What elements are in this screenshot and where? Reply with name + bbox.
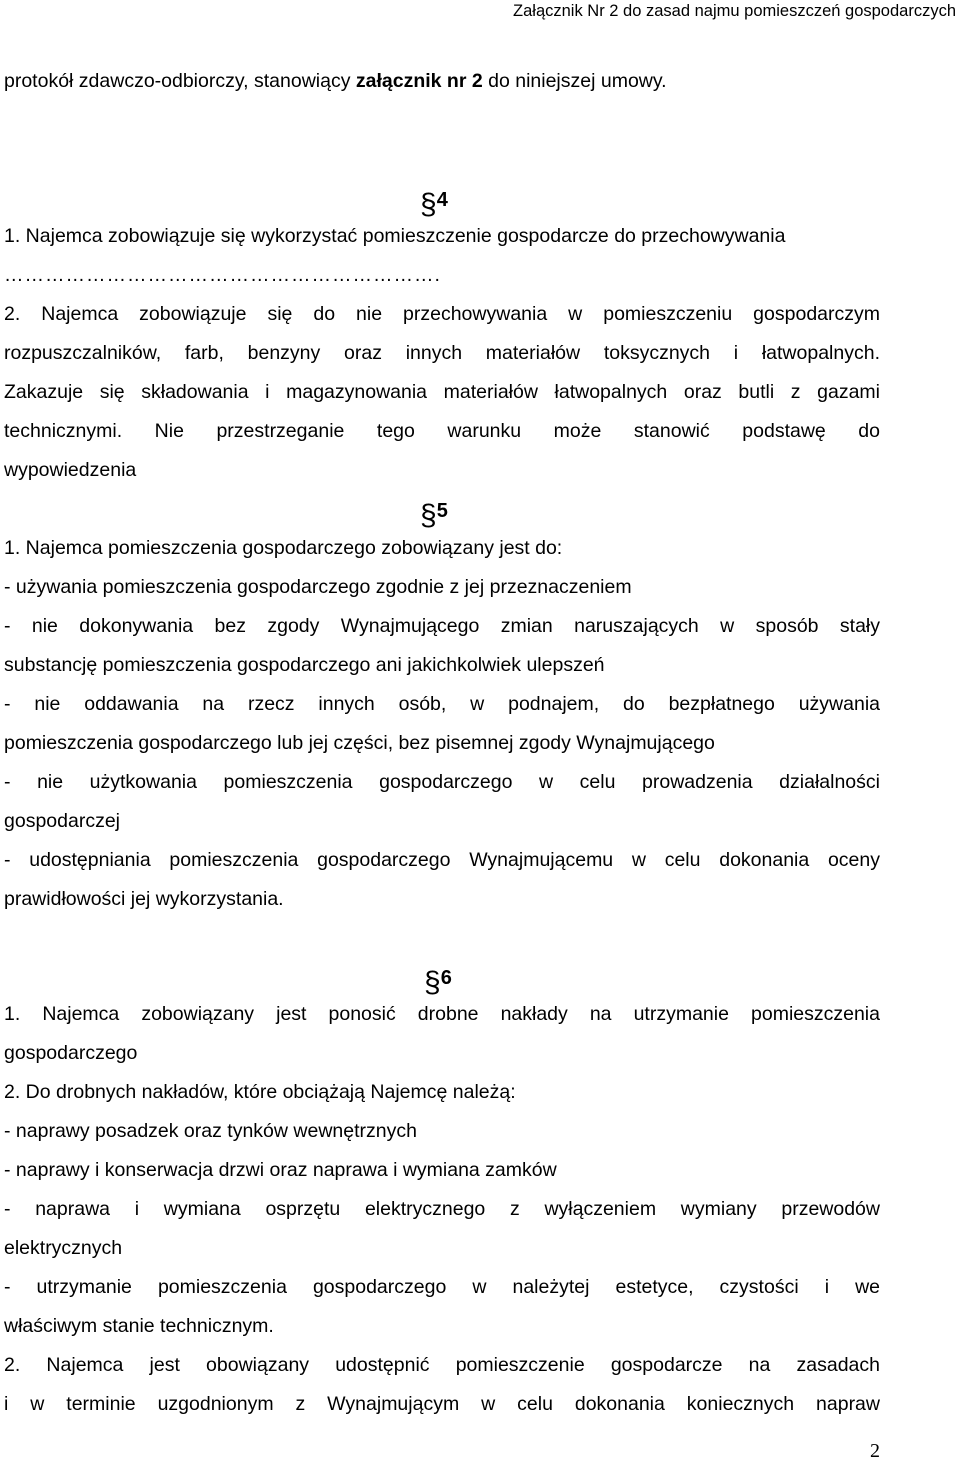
section-number: 4 <box>436 189 448 211</box>
s6-line: 2. Najemca jest obowiązany udostępnić pomieszczenie gospodarcze na zasadach <box>4 1354 880 1376</box>
s4-line: technicznymi. Nie przestrzeganie tego warunku może stanowić podstawę do <box>4 420 880 442</box>
s4-line: 1. Najemca zobowiązuje się wykorzystać pomieszczenie gospodarcze do przechowywania <box>4 225 786 247</box>
s5-line: - udostępniania pomieszczenia gospodarczego Wynajmującemu w celu dokonania oceny <box>4 849 880 871</box>
s5-line: pomieszczenia gospodarczego lub jej części, bez pisemnej zgody Wynajmującego <box>4 732 715 754</box>
intro-line <box>4 70 667 93</box>
s6-line: - naprawa i wymiana osprzętu elektrycznego z wyłączeniem wymiany przewodów <box>4 1198 880 1220</box>
s5-line: prawidłowości jej wykorzystania. <box>4 888 284 910</box>
s5-line: substancję pomieszczenia gospodarczego ani jakichkolwiek ulepszeń <box>4 654 605 676</box>
section-4-heading <box>420 180 448 221</box>
s5-line: gospodarczej <box>4 810 120 832</box>
section-6-body <box>4 995 880 1424</box>
s6-line: 2. Do drobnych nakładów, które obciążają Najemcę należą: <box>4 1081 516 1103</box>
intro-bold: załącznik nr 2 <box>355 70 483 92</box>
s6-line: - naprawy posadzek oraz tynków wewnętrznych <box>4 1120 417 1142</box>
s6-line: właściwym stanie technicznym. <box>4 1315 274 1337</box>
s5-line: - nie użytkowania pomieszczenia gospodarczego w celu prowadzenia działalności <box>4 771 880 793</box>
section-5-heading <box>420 491 448 532</box>
section-symbol: § <box>420 499 437 532</box>
s4-line: wypowiedzenia <box>4 459 137 481</box>
section-5-body <box>4 529 880 919</box>
s6-line: gospodarczego <box>4 1042 138 1064</box>
page-header: Załącznik Nr 2 do zasad najmu pomieszczeń gospodarczych <box>513 2 956 20</box>
intro-prefix: protokół zdawczo-odbiorczy, stanowiący <box>4 70 356 92</box>
section-4-body <box>4 217 880 490</box>
s5-line: 1. Najemca pomieszczenia gospodarczego zobowiązany jest do: <box>4 537 563 559</box>
s4-line: rozpuszczalników, farb, benzyny oraz innych materiałów toksycznych i łatwopalnych. <box>4 342 880 364</box>
page-number: 2 <box>870 1440 880 1462</box>
s6-line: - utrzymanie pomieszczenia gospodarczego w należytej estetyce, czystości i we <box>4 1276 880 1298</box>
s4-line: Zakazuje się składowania i magazynowania materiałów łatwopalnych oraz butli z gazami <box>4 381 880 403</box>
s4-dots-line: ………………………………………………………. <box>4 264 441 286</box>
s5-line: - nie oddawania na rzecz innych osób, w podnajem, do bezpłatnego używania <box>4 693 880 715</box>
section-symbol: § <box>424 966 441 999</box>
s5-line: - używania pomieszczenia gospodarczego zgodnie z jej przeznaczeniem <box>4 576 632 598</box>
s5-line: - nie dokonywania bez zgody Wynajmującego zmian naruszających w sposób stały <box>4 615 880 637</box>
section-symbol: § <box>420 188 437 221</box>
s6-line: 1. Najemca zobowiązany jest ponosić drobne nakłady na utrzymanie pomieszczenia <box>4 1003 880 1025</box>
intro-suffix: do niniejszej umowy. <box>482 70 667 92</box>
s6-line: elektrycznych <box>4 1237 123 1259</box>
section-number: 5 <box>436 500 448 522</box>
s4-line: 2. Najemca zobowiązuje się do nie przechowywania w pomieszczeniu gospodarczym <box>4 303 880 325</box>
s6-line: i w terminie uzgodnionym z Wynajmującym w celu dokonania koniecznych napraw <box>4 1393 880 1415</box>
section-6-heading <box>424 958 452 999</box>
section-number: 6 <box>440 967 452 989</box>
s6-line: - naprawy i konserwacja drzwi oraz naprawa i wymiana zamków <box>4 1159 557 1181</box>
